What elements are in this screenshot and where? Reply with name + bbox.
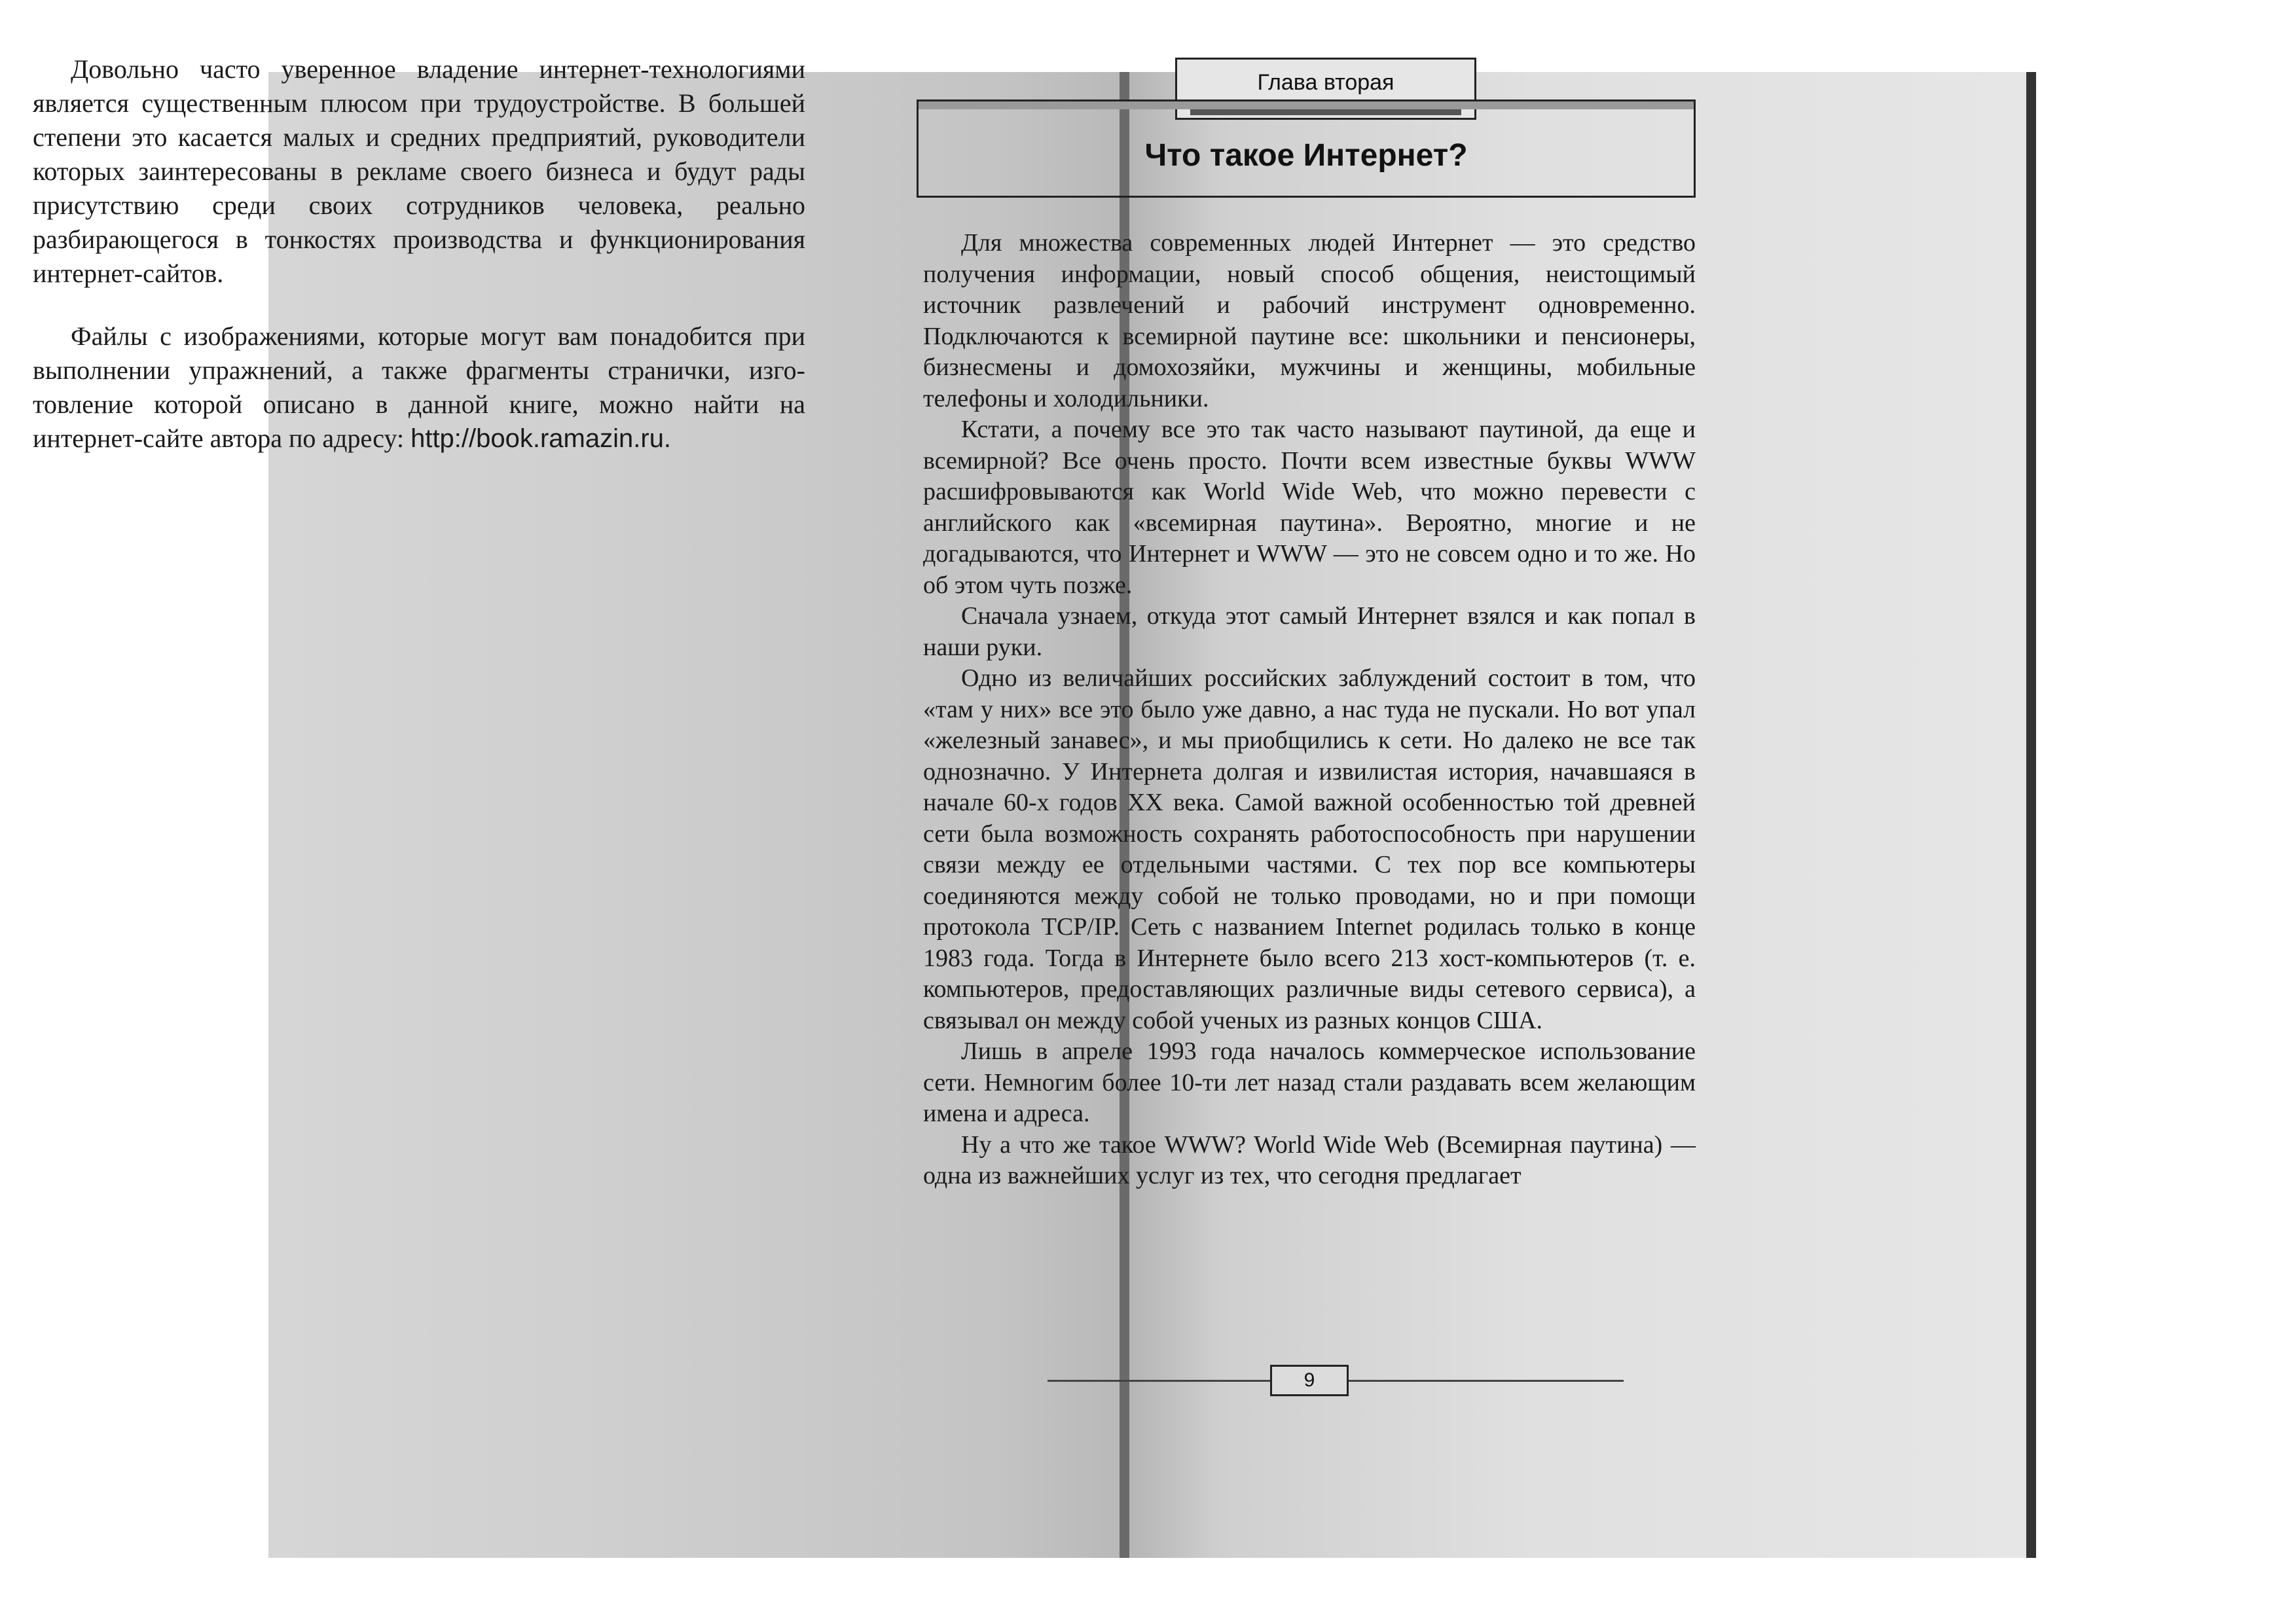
page-edge: [2026, 72, 2036, 1558]
right-paragraph-3: Сначала узнаем, откуда этот самый Интернет взялся и как попал в наши руки.: [923, 602, 1696, 661]
right-paragraph-6: Ну а что же такое WWW? World Wide Web (Всемирная паутина) — одна из важнейших услуг из тех, что сегодня предлагает: [923, 1130, 1696, 1189]
page-number-rule-right: [1349, 1380, 1624, 1382]
chapter-label: Глава вторая: [1257, 70, 1394, 95]
right-paragraph-2: Кстати, а почему все это так часто называют паутиной, да еще и всемирной? Все очень просто. Почти всем известные буквы WWW расшифровываются как World Wide Web, что можно перевести с английского как «всемирная паутина». Вероятно, многие и не догадываются, что Интернет и WWW — это не совсем одно и то же. Но об этом чуть позже.: [923, 416, 1696, 599]
page-number-rule-left: [1048, 1380, 1270, 1382]
page-number: 9: [1270, 1365, 1349, 1396]
left-paragraph-employment: Довольно часто уверенное владение интернет-технологиями является существенным плюсом при трудоустройстве. В большей степени это касается малых и средних предприятий, руководители которых заинтересованы в рекламе своего бизнеса и будут рады присутствию среди своих сотрудников человека, реально разбирающегося в тонкостях производства и функционирования интернет-сайтов.: [33, 54, 805, 288]
files-text: Файлы с изображениями, которые могут вам понадобится при выполнении упражнений, а также фрагменты странички, изготовление которой описано в данной книге, можно найти на интернет-сайте автора по адресу:: [33, 321, 805, 453]
left-page-text: [33, 52, 805, 484]
right-page-text: [923, 228, 1696, 1192]
right-paragraph-1: Для множества современных людей Интернет — это средство получения информации, новый способ общения, неистощимый источник развлечений и рабочий инструмент одновременно. Подключаются к всемирной паутине все: школьники и пенсионеры, бизнесмены и домохозяйки, мужчины и женщины, мобильные телефоны и холодильники.: [923, 229, 1696, 412]
chapter-title: Что такое Интернет?: [1144, 138, 1468, 173]
right-paragraph-5: Лишь в апреле 1993 года началось коммерческое использование сети. Немногим более 10-ти лет назад стали раздавать всем желающим имена и адреса.: [923, 1038, 1696, 1127]
right-paragraph-4: Одно из величайших российских заблуждений состоит в том, что «там у них» все это было уже давно, а нас туда не пускали. Но вот упал «железный занавес», и мы приобщились к сети. Но далеко не все так однозначно. У Интернета долгая и извилистая история, начавшаяся в начале 60-х годов XX века. Самой важной особенностью той древней сети была возможность сохранять работоспособность при нарушении связи между ее отдельными частями. С тех пор все компьютеры соединяются между собой не только проводами, но и при помощи протокола TCP/IP. Сеть с названием Internet родилась только в конце 1983 года. Тогда в Интернете было всего 213 хост-компьютеров (т. е. компьютеров, предоставляющих различные виды сетевого сервиса), а связывал он между собой ученых из разных концов США.: [923, 664, 1696, 1034]
title-frame-band: [919, 101, 1694, 109]
left-paragraph-files: [33, 319, 805, 456]
author-url: http://book.ramazin.ru.: [410, 424, 672, 453]
